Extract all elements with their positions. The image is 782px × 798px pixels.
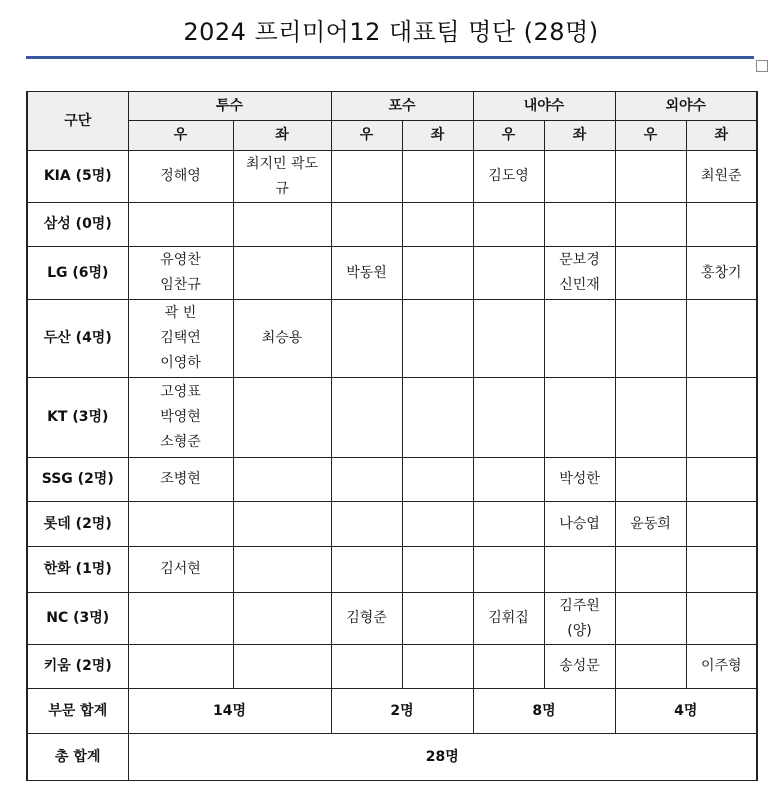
player-cell — [331, 645, 402, 689]
player-name: 김주원 — [559, 597, 600, 614]
player-name: 고영표 — [160, 384, 201, 400]
team-name-cell: SSG (2명) — [27, 458, 128, 502]
side-header: 우 — [331, 121, 402, 151]
group-header-catcher: 포수 — [331, 92, 473, 121]
player-cell — [615, 378, 686, 458]
player-name: 김형준 — [346, 610, 387, 626]
team-name-cell: 삼성 (0명) — [27, 203, 128, 247]
player-name: 최승용 — [261, 330, 303, 346]
group-header-pitcher: 투수 — [128, 92, 331, 121]
player-cell — [233, 151, 331, 203]
player-cell — [331, 593, 402, 645]
player-cell — [473, 502, 544, 547]
player-cell — [233, 458, 331, 502]
team-row — [27, 378, 757, 458]
player-name: 박동원 — [346, 264, 387, 281]
side-header: 좌 — [402, 121, 473, 151]
player-cell — [544, 151, 615, 203]
player-cell — [615, 300, 686, 378]
player-name: 최지민 곽도 — [245, 155, 319, 172]
player-cell — [128, 300, 233, 378]
player-cell — [544, 502, 615, 547]
player-cell — [686, 247, 757, 300]
player-name: 박영현 — [160, 409, 201, 425]
subtotal-row — [27, 689, 757, 734]
player-cell — [615, 645, 686, 689]
player-name: 소형준 — [160, 434, 201, 450]
total-value: 28명 — [128, 734, 757, 781]
subtotal-value: 8명 — [473, 689, 615, 734]
player-cell — [473, 645, 544, 689]
player-name: 이주형 — [700, 658, 742, 674]
player-cell — [473, 458, 544, 502]
team-name-cell: 키움 (2명) — [27, 645, 128, 689]
team-name-cell: 한화 (1명) — [27, 547, 128, 593]
group-header-infielder: 내야수 — [473, 92, 615, 121]
player-name: 신민재 — [559, 277, 600, 293]
player-cell — [233, 247, 331, 300]
player-cell — [402, 378, 473, 458]
player-cell — [544, 203, 615, 247]
side-header: 좌 — [233, 121, 331, 151]
team-row — [27, 547, 757, 593]
division-header: 구단 — [27, 92, 128, 151]
side-header: 좌 — [686, 121, 757, 151]
subtotal-label: 부문 합계 — [27, 689, 128, 734]
player-cell — [233, 593, 331, 645]
title-divider — [26, 56, 754, 59]
player-cell — [686, 378, 757, 458]
page-title: 2024 프리미어12 대표팀 명단 (28명) — [183, 18, 599, 46]
roster-table — [26, 91, 758, 781]
subtotal-value: 2명 — [331, 689, 473, 734]
player-name: 김택연 — [160, 330, 201, 346]
player-cell — [473, 378, 544, 458]
player-cell — [331, 547, 402, 593]
player-name: 윤동희 — [630, 515, 671, 532]
player-cell — [615, 502, 686, 547]
side-header: 우 — [473, 121, 544, 151]
player-cell — [128, 378, 233, 458]
header-row-groups — [27, 92, 757, 121]
player-cell — [402, 151, 473, 203]
team-row — [27, 458, 757, 502]
player-cell — [686, 151, 757, 203]
player-name: (양) — [567, 622, 592, 639]
player-name: 홍창기 — [700, 264, 742, 281]
player-cell — [686, 502, 757, 547]
player-cell — [544, 300, 615, 378]
player-name: 송성문 — [559, 658, 600, 674]
player-name: 곽 빈 — [164, 305, 197, 321]
player-cell — [615, 547, 686, 593]
player-cell — [615, 151, 686, 203]
team-row — [27, 645, 757, 689]
player-cell — [473, 203, 544, 247]
player-cell — [473, 300, 544, 378]
player-cell — [233, 645, 331, 689]
player-cell — [233, 378, 331, 458]
player-cell — [128, 458, 233, 502]
player-cell — [402, 247, 473, 300]
player-name: 정해영 — [160, 168, 201, 184]
player-cell — [544, 247, 615, 300]
side-header: 우 — [128, 121, 233, 151]
player-cell — [331, 458, 402, 502]
player-cell — [402, 593, 473, 645]
total-row — [27, 734, 757, 781]
player-cell — [128, 247, 233, 300]
player-name: 박성한 — [559, 471, 600, 487]
player-name: 김도영 — [488, 168, 529, 184]
team-row — [27, 502, 757, 547]
player-name: 문보경 — [559, 252, 600, 268]
player-name: 임찬규 — [160, 277, 201, 293]
player-cell — [473, 593, 544, 645]
team-row — [27, 151, 757, 203]
player-cell — [402, 547, 473, 593]
player-name: 조병현 — [160, 471, 201, 487]
player-name: 이영하 — [160, 355, 201, 371]
player-cell — [686, 645, 757, 689]
player-cell — [402, 300, 473, 378]
player-cell — [544, 378, 615, 458]
player-cell — [615, 458, 686, 502]
team-row — [27, 203, 757, 247]
player-cell — [615, 593, 686, 645]
team-name-cell: LG (6명) — [27, 247, 128, 300]
player-cell — [128, 645, 233, 689]
player-cell — [128, 593, 233, 645]
player-cell — [331, 378, 402, 458]
player-cell — [233, 300, 331, 378]
player-cell — [331, 203, 402, 247]
player-cell — [473, 547, 544, 593]
player-cell — [233, 502, 331, 547]
player-cell — [402, 203, 473, 247]
player-name: 김휘집 — [488, 610, 529, 626]
team-row — [27, 593, 757, 645]
player-cell — [128, 203, 233, 247]
player-cell — [686, 593, 757, 645]
subtotal-value: 14명 — [128, 689, 331, 734]
side-header: 좌 — [544, 121, 615, 151]
team-name-cell: KT (3명) — [27, 378, 128, 458]
table-anchor-handle[interactable] — [756, 60, 768, 72]
player-cell — [615, 247, 686, 300]
player-cell — [473, 151, 544, 203]
team-name-cell: KIA (5명) — [27, 151, 128, 203]
total-label: 총 합계 — [27, 734, 128, 781]
player-cell — [686, 547, 757, 593]
player-cell — [473, 247, 544, 300]
player-cell — [544, 547, 615, 593]
team-name-cell: NC (3명) — [27, 593, 128, 645]
side-header: 우 — [615, 121, 686, 151]
team-row — [27, 247, 757, 300]
player-cell — [128, 151, 233, 203]
player-cell — [544, 645, 615, 689]
player-name: 유영찬 — [160, 252, 201, 268]
player-name: 나승엽 — [559, 515, 600, 532]
player-cell — [686, 458, 757, 502]
player-name: 최원준 — [700, 168, 742, 184]
player-cell — [233, 547, 331, 593]
subtotal-value: 4명 — [615, 689, 757, 734]
player-cell — [331, 300, 402, 378]
team-name-cell: 롯데 (2명) — [27, 502, 128, 547]
player-cell — [331, 151, 402, 203]
player-cell — [331, 502, 402, 547]
player-cell — [128, 547, 233, 593]
player-name: 김서현 — [160, 561, 201, 577]
player-cell — [402, 502, 473, 547]
player-cell — [615, 203, 686, 247]
player-cell — [331, 247, 402, 300]
team-name-cell: 두산 (4명) — [27, 300, 128, 378]
player-cell — [402, 458, 473, 502]
player-cell — [128, 502, 233, 547]
player-cell — [402, 645, 473, 689]
player-cell — [686, 300, 757, 378]
player-name: 규 — [275, 180, 289, 197]
team-row — [27, 300, 757, 378]
header-row-sides — [27, 121, 757, 151]
player-cell — [233, 203, 331, 247]
group-header-outfielder: 외야수 — [615, 92, 757, 121]
player-cell — [544, 593, 615, 645]
player-cell — [544, 458, 615, 502]
player-cell — [686, 203, 757, 247]
